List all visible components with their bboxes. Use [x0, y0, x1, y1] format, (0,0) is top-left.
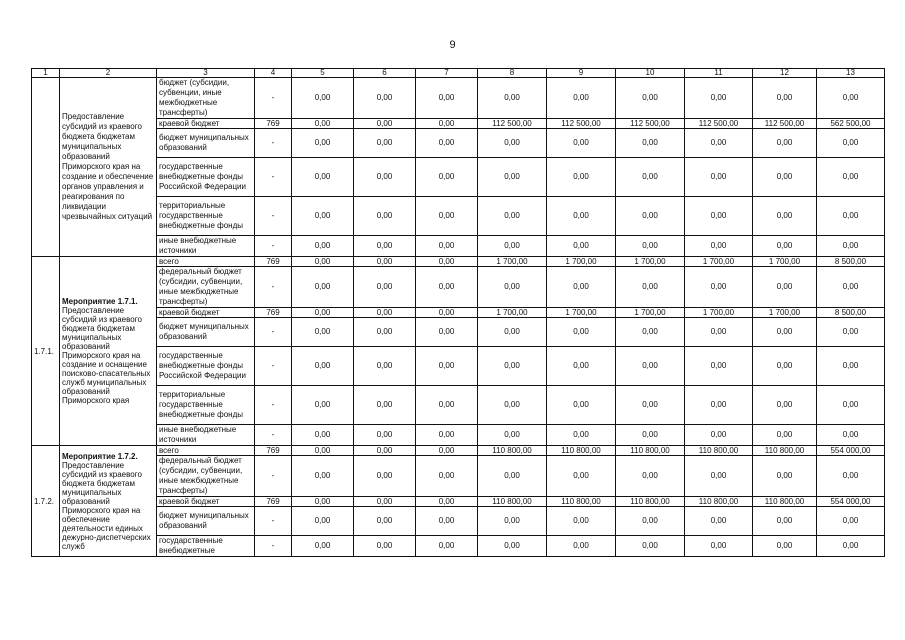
column-number: 10 — [616, 69, 685, 78]
amount-cell: 0,00 — [292, 497, 354, 507]
funding-source: бюджет муниципальных образований — [157, 318, 255, 347]
funding-source: иные внебюджетные источники — [157, 425, 255, 446]
table-body — [32, 78, 885, 557]
table-row — [32, 78, 885, 119]
amount-cell: 0,00 — [416, 158, 478, 197]
amount-cell: 0,00 — [416, 308, 478, 318]
amount-cell: 0,00 — [616, 129, 685, 158]
item-code: 1.7.1. — [32, 257, 60, 446]
funding-source: федеральный бюджет (субсидии, субвенции, иные межбюджетные трансферты) — [157, 456, 255, 497]
grbs-code: - — [255, 347, 292, 386]
amount-cell: 110 800,00 — [753, 446, 817, 456]
amount-cell: 562 500,00 — [817, 119, 885, 129]
amount-cell: 0,00 — [616, 318, 685, 347]
amount-cell: 1 700,00 — [547, 257, 616, 267]
amount-cell: 0,00 — [416, 456, 478, 497]
amount-cell: 0,00 — [416, 267, 478, 308]
amount-cell: 0,00 — [547, 318, 616, 347]
table-row — [32, 456, 885, 497]
funding-source: государственные внебюджетные фонды Российской Федерации — [157, 158, 255, 197]
amount-cell: 0,00 — [416, 197, 478, 236]
table-row — [32, 347, 885, 386]
amount-cell: 0,00 — [616, 386, 685, 425]
amount-cell: 0,00 — [354, 386, 416, 425]
amount-cell: 0,00 — [354, 536, 416, 557]
amount-cell: 0,00 — [685, 347, 753, 386]
item-code: 1.7.2. — [32, 446, 60, 557]
amount-cell: 0,00 — [616, 536, 685, 557]
amount-cell: 0,00 — [547, 197, 616, 236]
amount-cell: 0,00 — [616, 236, 685, 257]
amount-cell: 0,00 — [817, 78, 885, 119]
amount-cell: 112 500,00 — [547, 119, 616, 129]
amount-cell: 110 800,00 — [685, 497, 753, 507]
amount-cell: 0,00 — [547, 347, 616, 386]
funding-source: территориальные государственные внебюджетные фонды — [157, 197, 255, 236]
amount-cell: 0,00 — [292, 129, 354, 158]
amount-cell: 0,00 — [416, 236, 478, 257]
grbs-code: 769 — [255, 446, 292, 456]
amount-cell: 0,00 — [616, 197, 685, 236]
column-number: 7 — [416, 69, 478, 78]
amount-cell: 0,00 — [753, 78, 817, 119]
amount-cell: 0,00 — [478, 158, 547, 197]
amount-cell: 0,00 — [292, 446, 354, 456]
amount-cell: 0,00 — [685, 197, 753, 236]
amount-cell: 0,00 — [616, 425, 685, 446]
amount-cell: 112 500,00 — [753, 119, 817, 129]
amount-cell: 0,00 — [616, 158, 685, 197]
amount-cell: 0,00 — [354, 197, 416, 236]
amount-cell: 0,00 — [292, 267, 354, 308]
funding-source: всего — [157, 446, 255, 456]
table-row — [32, 257, 885, 267]
amount-cell: 0,00 — [616, 507, 685, 536]
amount-cell: 0,00 — [753, 425, 817, 446]
amount-cell: 0,00 — [817, 507, 885, 536]
amount-cell: 1 700,00 — [478, 308, 547, 318]
amount-cell: 0,00 — [354, 129, 416, 158]
funding-source: бюджет муниципальных образований — [157, 129, 255, 158]
item-heading: Мероприятие 1.7.2. — [62, 451, 138, 461]
grbs-code: 769 — [255, 257, 292, 267]
funding-source: государственные внебюджетные фонды Российской Федерации — [157, 347, 255, 386]
amount-cell: 110 800,00 — [616, 446, 685, 456]
amount-cell: 0,00 — [478, 236, 547, 257]
grbs-code: - — [255, 78, 292, 119]
column-number: 6 — [354, 69, 416, 78]
amount-cell: 0,00 — [753, 507, 817, 536]
item-description-cell — [60, 78, 157, 257]
amount-cell: 0,00 — [817, 129, 885, 158]
amount-cell: 0,00 — [685, 129, 753, 158]
amount-cell: 0,00 — [753, 129, 817, 158]
budget-table — [31, 68, 885, 557]
amount-cell: 1 700,00 — [753, 308, 817, 318]
amount-cell: 0,00 — [354, 119, 416, 129]
amount-cell: 0,00 — [547, 536, 616, 557]
column-number: 3 — [157, 69, 255, 78]
amount-cell: 110 800,00 — [547, 497, 616, 507]
amount-cell: 0,00 — [478, 386, 547, 425]
amount-cell: 0,00 — [292, 347, 354, 386]
amount-cell: 0,00 — [416, 119, 478, 129]
amount-cell: 0,00 — [354, 456, 416, 497]
amount-cell: 0,00 — [753, 158, 817, 197]
amount-cell: 0,00 — [478, 536, 547, 557]
amount-cell: 0,00 — [354, 318, 416, 347]
item-description-cell — [60, 257, 157, 446]
amount-cell: 0,00 — [685, 236, 753, 257]
amount-cell: 110 800,00 — [753, 497, 817, 507]
column-number: 11 — [685, 69, 753, 78]
item-description-cell — [60, 446, 157, 557]
amount-cell: 0,00 — [547, 129, 616, 158]
amount-cell: 0,00 — [616, 456, 685, 497]
amount-cell: 0,00 — [478, 456, 547, 497]
column-number: 2 — [60, 69, 157, 78]
amount-cell: 1 700,00 — [685, 257, 753, 267]
funding-source: государственные внебюджетные — [157, 536, 255, 557]
amount-cell: 0,00 — [547, 78, 616, 119]
amount-cell: 0,00 — [478, 347, 547, 386]
amount-cell: 0,00 — [817, 158, 885, 197]
amount-cell: 0,00 — [547, 236, 616, 257]
grbs-code: - — [255, 425, 292, 446]
amount-cell: 1 700,00 — [753, 257, 817, 267]
amount-cell: 0,00 — [354, 257, 416, 267]
amount-cell: 0,00 — [292, 197, 354, 236]
funding-source: федеральный бюджет (субсидии, субвенции, иные межбюджетные трансферты) — [157, 267, 255, 308]
amount-cell: 0,00 — [685, 425, 753, 446]
funding-source: территориальные государственные внебюджетные фонды — [157, 386, 255, 425]
amount-cell: 0,00 — [478, 78, 547, 119]
amount-cell: 554 000,00 — [817, 497, 885, 507]
amount-cell: 0,00 — [817, 347, 885, 386]
amount-cell: 0,00 — [292, 425, 354, 446]
grbs-code: - — [255, 267, 292, 308]
amount-cell: 8 500,00 — [817, 257, 885, 267]
grbs-code: - — [255, 236, 292, 257]
amount-cell: 0,00 — [354, 347, 416, 386]
amount-cell: 0,00 — [478, 129, 547, 158]
funding-source: краевой бюджет — [157, 497, 255, 507]
amount-cell: 0,00 — [292, 236, 354, 257]
amount-cell: 0,00 — [416, 507, 478, 536]
amount-cell: 0,00 — [753, 536, 817, 557]
table-row — [32, 386, 885, 425]
table-row — [32, 267, 885, 308]
table-row — [32, 446, 885, 456]
amount-cell: 0,00 — [616, 347, 685, 386]
amount-cell: 0,00 — [478, 425, 547, 446]
amount-cell: 0,00 — [416, 129, 478, 158]
amount-cell: 0,00 — [685, 456, 753, 497]
amount-cell: 0,00 — [817, 386, 885, 425]
amount-cell: 0,00 — [478, 267, 547, 308]
amount-cell: 0,00 — [292, 119, 354, 129]
amount-cell: 0,00 — [685, 507, 753, 536]
amount-cell: 0,00 — [753, 386, 817, 425]
amount-cell: 0,00 — [416, 536, 478, 557]
amount-cell: 0,00 — [416, 257, 478, 267]
table-row — [32, 536, 885, 557]
amount-cell: 0,00 — [416, 347, 478, 386]
amount-cell: 0,00 — [292, 257, 354, 267]
table-row — [32, 158, 885, 197]
amount-cell: 110 800,00 — [478, 446, 547, 456]
amount-cell: 0,00 — [416, 318, 478, 347]
amount-cell: 0,00 — [292, 78, 354, 119]
grbs-code: 769 — [255, 119, 292, 129]
amount-cell: 0,00 — [416, 78, 478, 119]
amount-cell: 0,00 — [817, 318, 885, 347]
column-number: 1 — [32, 69, 60, 78]
amount-cell: 1 700,00 — [685, 308, 753, 318]
amount-cell: 0,00 — [292, 308, 354, 318]
grbs-code: - — [255, 507, 292, 536]
grbs-code: - — [255, 129, 292, 158]
column-number: 5 — [292, 69, 354, 78]
amount-cell: 1 700,00 — [547, 308, 616, 318]
amount-cell: 0,00 — [354, 507, 416, 536]
amount-cell: 0,00 — [354, 267, 416, 308]
table-row — [32, 236, 885, 257]
amount-cell: 0,00 — [753, 197, 817, 236]
funding-source: всего — [157, 257, 255, 267]
amount-cell: 0,00 — [354, 158, 416, 197]
amount-cell: 110 800,00 — [478, 497, 547, 507]
table-row — [32, 507, 885, 536]
table-row — [32, 497, 885, 507]
amount-cell: 0,00 — [478, 318, 547, 347]
table-row — [32, 425, 885, 446]
amount-cell: 0,00 — [547, 456, 616, 497]
amount-cell: 0,00 — [416, 446, 478, 456]
amount-cell: 554 000,00 — [817, 446, 885, 456]
amount-cell: 0,00 — [817, 536, 885, 557]
amount-cell: 0,00 — [753, 347, 817, 386]
grbs-code: 769 — [255, 308, 292, 318]
amount-cell: 110 800,00 — [616, 497, 685, 507]
amount-cell: 0,00 — [547, 425, 616, 446]
amount-cell: 0,00 — [616, 78, 685, 119]
amount-cell: 1 700,00 — [616, 308, 685, 318]
grbs-code: - — [255, 158, 292, 197]
table-row — [32, 308, 885, 318]
amount-cell: 0,00 — [817, 236, 885, 257]
item-heading: Мероприятие 1.7.1. — [62, 297, 138, 306]
amount-cell: 0,00 — [616, 267, 685, 308]
amount-cell: 0,00 — [292, 158, 354, 197]
grbs-code: - — [255, 386, 292, 425]
grbs-code: - — [255, 536, 292, 557]
amount-cell: 0,00 — [685, 267, 753, 308]
amount-cell: 0,00 — [685, 386, 753, 425]
item-description: Предоставление субсидий из краевого бюджета бюджетам муниципальных образований Приморского края на создание и оснащение поисково-спасательных служб муниципальных образований Приморского края — [62, 306, 151, 405]
amount-cell: 0,00 — [416, 425, 478, 446]
table-row — [32, 197, 885, 236]
grbs-code: - — [255, 197, 292, 236]
amount-cell: 0,00 — [547, 507, 616, 536]
amount-cell: 0,00 — [354, 78, 416, 119]
table-row — [32, 119, 885, 129]
amount-cell: 0,00 — [685, 78, 753, 119]
table-header — [32, 69, 885, 78]
funding-source: иные внебюджетные источники — [157, 236, 255, 257]
amount-cell: 1 700,00 — [616, 257, 685, 267]
amount-cell: 112 500,00 — [685, 119, 753, 129]
amount-cell: 0,00 — [753, 318, 817, 347]
amount-cell: 8 500,00 — [817, 308, 885, 318]
amount-cell: 0,00 — [547, 267, 616, 308]
amount-cell: 0,00 — [817, 456, 885, 497]
amount-cell: 110 800,00 — [547, 446, 616, 456]
amount-cell: 0,00 — [354, 236, 416, 257]
page-number: 9 — [449, 39, 456, 51]
grbs-code: - — [255, 318, 292, 347]
item-description: Предоставление субсидий из краевого бюджета бюджетам муниципальных образований Приморского края на создание и обеспечение органов управления и реагирования по ликвидации чрезвычайных ситуаций — [62, 112, 154, 221]
funding-source: бюджет муниципальных образований — [157, 507, 255, 536]
amount-cell: 0,00 — [753, 236, 817, 257]
amount-cell: 0,00 — [547, 158, 616, 197]
column-number: 4 — [255, 69, 292, 78]
amount-cell: 0,00 — [292, 456, 354, 497]
table-row — [32, 318, 885, 347]
grbs-code: 769 — [255, 497, 292, 507]
item-description: Предоставление субсидий из краевого бюджета бюджетам муниципальных образований Приморского края на обеспечение деятельности единых дежурно-диспетчерских служб — [62, 460, 151, 551]
amount-cell: 0,00 — [354, 425, 416, 446]
amount-cell: 0,00 — [416, 497, 478, 507]
amount-cell: 0,00 — [753, 267, 817, 308]
amount-cell: 0,00 — [547, 386, 616, 425]
column-number: 13 — [817, 69, 885, 78]
amount-cell: 112 500,00 — [478, 119, 547, 129]
amount-cell: 0,00 — [478, 197, 547, 236]
amount-cell: 0,00 — [685, 536, 753, 557]
column-number-row — [32, 69, 885, 78]
amount-cell: 0,00 — [817, 425, 885, 446]
funding-source: краевой бюджет — [157, 119, 255, 129]
funding-source: краевой бюджет — [157, 308, 255, 318]
amount-cell: 0,00 — [354, 308, 416, 318]
amount-cell: 0,00 — [817, 267, 885, 308]
amount-cell: 0,00 — [478, 507, 547, 536]
amount-cell: 0,00 — [685, 318, 753, 347]
amount-cell: 0,00 — [416, 386, 478, 425]
grbs-code: - — [255, 456, 292, 497]
amount-cell: 0,00 — [292, 386, 354, 425]
amount-cell: 0,00 — [753, 456, 817, 497]
item-code — [32, 78, 60, 257]
amount-cell: 0,00 — [354, 497, 416, 507]
column-number: 8 — [478, 69, 547, 78]
amount-cell: 0,00 — [292, 318, 354, 347]
funding-source: бюджет (субсидии, субвенции, иные межбюджетные трансферты) — [157, 78, 255, 119]
amount-cell: 0,00 — [817, 197, 885, 236]
amount-cell: 0,00 — [292, 536, 354, 557]
amount-cell: 1 700,00 — [478, 257, 547, 267]
column-number: 12 — [753, 69, 817, 78]
table-row — [32, 129, 885, 158]
amount-cell: 110 800,00 — [685, 446, 753, 456]
amount-cell: 0,00 — [685, 158, 753, 197]
column-number: 9 — [547, 69, 616, 78]
amount-cell: 112 500,00 — [616, 119, 685, 129]
amount-cell: 0,00 — [354, 446, 416, 456]
amount-cell: 0,00 — [292, 507, 354, 536]
